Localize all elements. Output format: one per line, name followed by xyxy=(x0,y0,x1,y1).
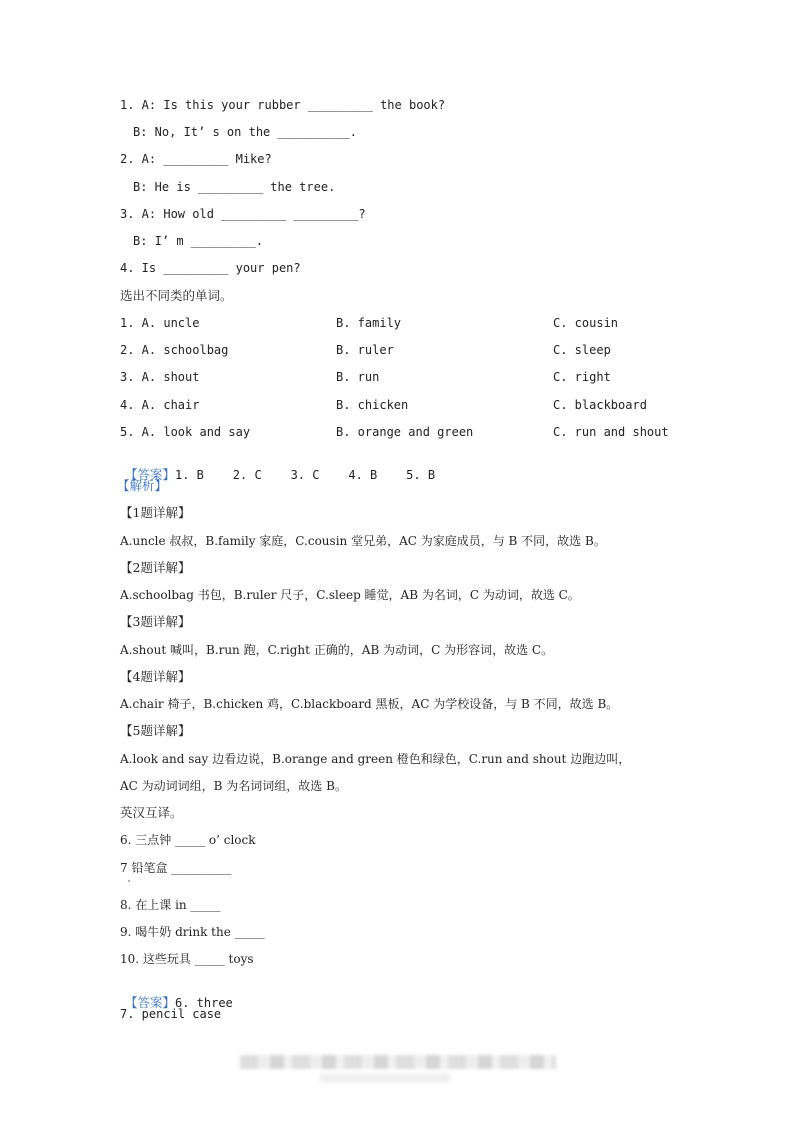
choice-4-b: B. chicken xyxy=(336,398,409,412)
detail-2-text: A.schoolbag 书包，B.ruler 尺子，C.sleep 睡觉，AB 为名词，C 为动词，故选 C。 xyxy=(120,588,580,602)
question-2b: B: He is _________ the tree. xyxy=(133,180,336,194)
choice-1-c: C. cousin xyxy=(553,316,619,330)
answer-tag: 【答案】 xyxy=(124,467,175,482)
section-heading-choose: 选出不同类的单词。 xyxy=(120,288,233,303)
choice-3-a: 3. A. shout xyxy=(120,370,200,384)
detail-4-tag: 【4题详解】 xyxy=(120,669,191,684)
translate-6: 6. 三点钟 _____ o’ clock xyxy=(120,833,256,847)
answer2-tag: 【答案】 xyxy=(124,995,175,1010)
choice-1-b: B. family xyxy=(336,316,402,330)
detail-1-text: A.uncle 叔叔，B.family 家庭，C.cousin 堂兄弟，AC 为家庭成员，与 B 不同，故选 B。 xyxy=(120,534,606,548)
question-1b: B: No, It’ s on the __________. xyxy=(133,125,357,139)
choice-5-a: 5. A. look and say xyxy=(120,425,251,439)
detail-5-tag: 【5题详解】 xyxy=(120,723,191,738)
question-4: 4. Is _________ your pen? xyxy=(120,261,301,275)
question-1a: 1. A: Is this your rubber _________ the book? xyxy=(120,98,446,112)
translate-9: 9. 喝牛奶 drink the _____ xyxy=(120,925,265,939)
answer-text: 1. B 2. C 3. C 4. B 5. B xyxy=(174,468,436,482)
choice-1-a: 1. A. uncle xyxy=(120,316,200,330)
choice-2-b: B. ruler xyxy=(336,343,394,357)
choice-4-c: C. blackboard xyxy=(553,398,647,412)
detail-5-line-1: A.look and say 边看边说，B.orange and green 橙色和绿色，C.run and shout 边跑边叫， xyxy=(120,752,631,766)
stray-dot xyxy=(128,880,130,882)
answer2-line-2: 7. pencil case xyxy=(120,1007,222,1021)
choice-5-c: C. run and shout xyxy=(553,425,669,439)
choice-2-c: C. sleep xyxy=(553,343,611,357)
footer-watermark xyxy=(240,1055,556,1069)
translate-10: 10. 这些玩具 _____ toys xyxy=(120,952,254,966)
detail-2-tag: 【2题详解】 xyxy=(120,560,191,575)
question-3a: 3. A: How old _________ _________? xyxy=(120,207,366,221)
choice-3-b: B. run xyxy=(336,370,380,384)
section-heading-translate: 英汉互译。 xyxy=(120,805,183,820)
detail-3-tag: 【3题详解】 xyxy=(120,614,191,629)
question-3b: B: I’ m _________. xyxy=(133,234,264,248)
translate-7: 7 铅笔盒 __________ xyxy=(120,861,232,875)
choice-5-b: B. orange and green xyxy=(336,425,474,439)
detail-3-text: A.shout 喊叫，B.run 跑，C.right 正确的，AB 为动词，C 为形容词，故选 C。 xyxy=(120,643,554,657)
question-2a: 2. A: _________ Mike? xyxy=(120,152,272,166)
detail-1-tag: 【1题详解】 xyxy=(120,505,191,520)
analysis-tag: 【解析】 xyxy=(117,478,168,493)
choice-3-c: C. right xyxy=(553,370,611,384)
detail-5-line-2: AC 为动词词组，B 为名词词组，故选 B。 xyxy=(120,779,347,793)
choice-4-a: 4. A. chair xyxy=(120,398,200,412)
answer2-text: 6. three xyxy=(174,996,233,1010)
footer-watermark-sub xyxy=(320,1074,450,1082)
translate-8: 8. 在上课 in _____ xyxy=(120,898,221,912)
detail-4-text: A.chair 椅子，B.chicken 鸡，C.blackboard 黑板，AC 为学校设备，与 B 不同，故选 B。 xyxy=(120,697,619,711)
choice-2-a: 2. A. schoolbag xyxy=(120,343,229,357)
